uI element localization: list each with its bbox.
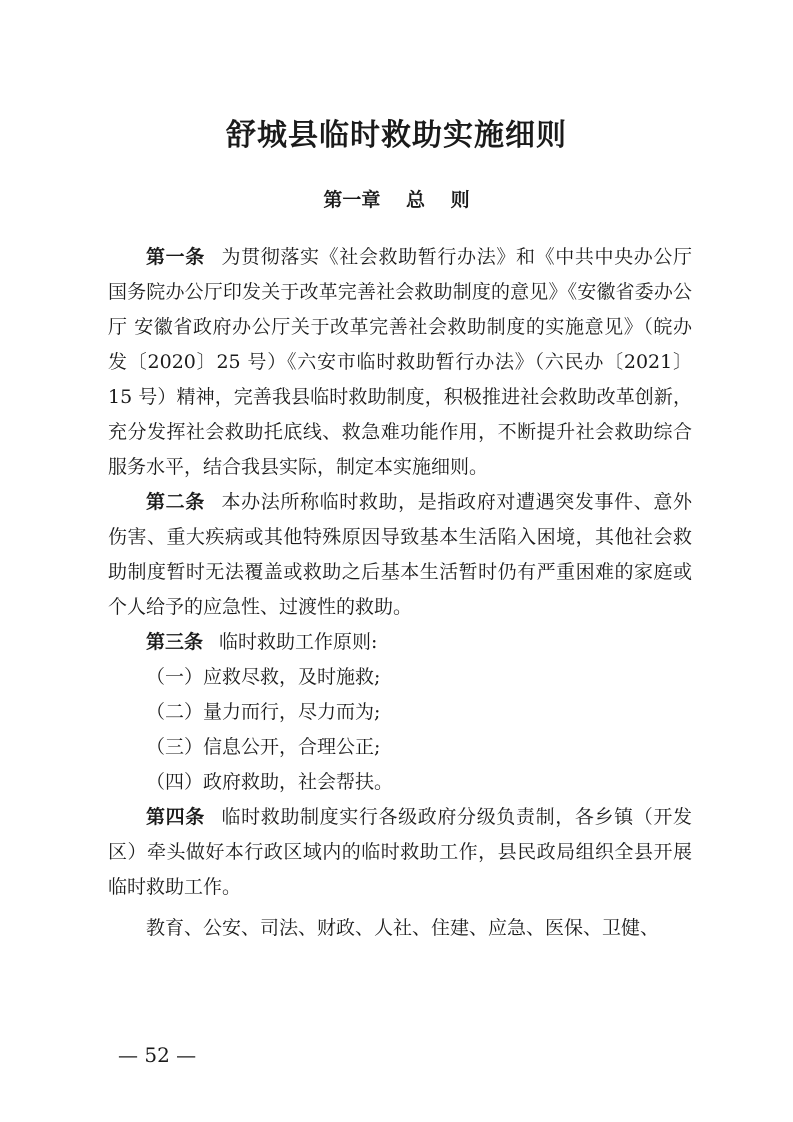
principle-item: （四）政府救助，社会帮扶。 — [146, 771, 394, 793]
article-label: 第二条 — [146, 491, 205, 513]
article-label: 第三条 — [146, 631, 204, 653]
article-1 — [108, 240, 692, 485]
page-number: — 52 — — [118, 1043, 197, 1067]
article-3 — [108, 625, 692, 660]
article-text: 本办法所称临时救助，是指政府对遭遇突发事件、意外伤害、重大疾病或其他特殊原因导致基本生活陷入困境，其他社会救助制度暂时无法覆盖或救助之后基本生活暂时仍有严重困难的家庭或个人给予的应急性、过渡性的救助。 — [108, 491, 692, 618]
article-text: 临时救助工作原则: — [219, 631, 378, 653]
article-text: 为贯彻落实《社会救助暂行办法》和《中共中央办公厅 国务院办公厅印发关于改革完善社会救助制度的意见》《安徽省委办公厅 安徽省政府办公厅关于改革完善社会救助制度的实施意见》（皖办发〔2020〕25 号）《六安市临时救助暂行办法》（六民办〔2021〕15 号）精神，完善我县临时救助制度，积极推进社会救助改革创新，充分发挥社会救助托底线、救急难功能作用，不断提升社会救助综合服务水平，结合我县实际，制定本实施细则。 — [108, 246, 692, 478]
article-4 — [108, 800, 692, 905]
article-text: 临时救助制度实行各级政府分级负责制，各乡镇（开发区）牵头做好本行政区域内的临时救助工作，县民政局组织全县开展临时救助工作。 — [108, 806, 692, 898]
principle-item: （一）应救尽救，及时施救; — [146, 666, 381, 688]
document-title: 舒城县临时救助实施细则 — [226, 118, 567, 153]
chapter-heading: 第一章 总 则 — [323, 189, 470, 211]
principle-item: （三）信息公开，合理公正; — [146, 736, 381, 758]
continuation-paragraph: 教育、公安、司法、财政、人社、住建、应急、医保、卫健、 — [146, 917, 660, 939]
principle-item: （二）量力而行，尽力而为; — [146, 701, 381, 723]
article-label: 第一条 — [146, 246, 205, 268]
article-2 — [108, 485, 692, 625]
document-body — [108, 240, 692, 946]
article-label: 第四条 — [146, 806, 205, 828]
